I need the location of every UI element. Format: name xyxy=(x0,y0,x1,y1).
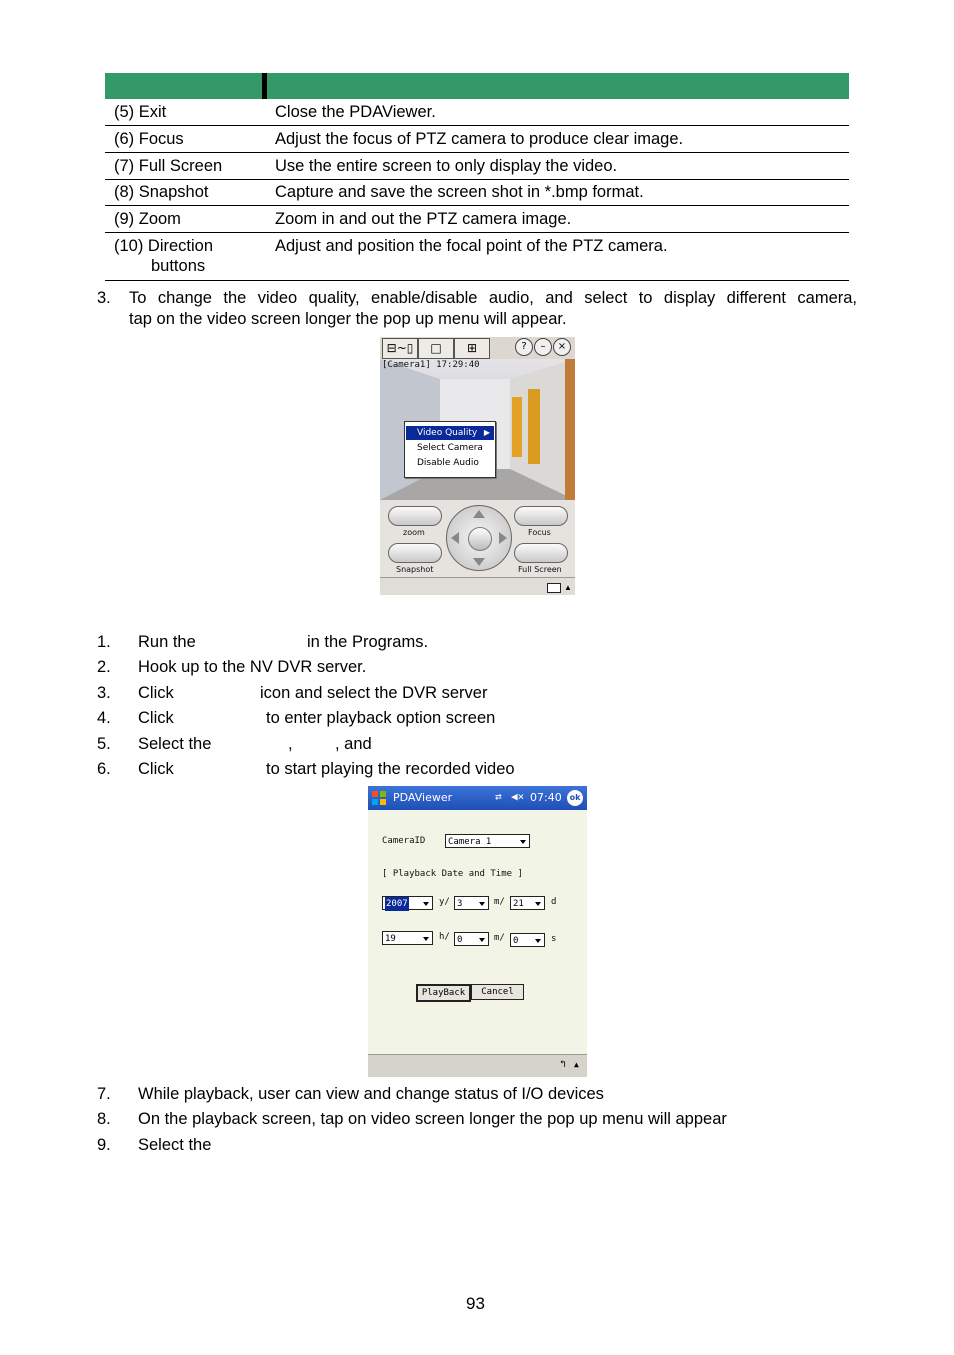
pda-bottom-bar xyxy=(368,1054,587,1077)
table-row-divider xyxy=(105,205,849,206)
chevron-down-icon xyxy=(535,939,541,943)
step-number: 2. xyxy=(97,658,111,676)
step-text: to enter playback option screen xyxy=(266,709,496,727)
table-row-divider xyxy=(105,125,849,126)
arrow-right-icon[interactable] xyxy=(499,532,507,544)
connectivity-icon[interactable]: ⇄ xyxy=(495,790,502,803)
month-select[interactable]: 3 xyxy=(454,896,489,910)
step-number: 5. xyxy=(97,735,111,753)
hour-unit: h/ xyxy=(439,932,450,942)
ptz-viewer-screenshot xyxy=(380,337,575,595)
sip-up-icon[interactable]: ▲ xyxy=(564,583,572,592)
step-text: icon and select the DVR server xyxy=(260,684,488,702)
step-text: Click xyxy=(138,760,174,778)
chevron-down-icon xyxy=(520,840,526,844)
step-number: 8. xyxy=(97,1110,111,1128)
app-title: PDAViewer xyxy=(393,791,453,804)
table-row-item: (8) Snapshot xyxy=(114,183,209,201)
table-row-divider xyxy=(105,152,849,153)
help-icon[interactable]: ? xyxy=(515,338,533,356)
step-text: , xyxy=(288,735,293,753)
minute-unit: m/ xyxy=(494,933,505,943)
arrow-left-icon[interactable] xyxy=(451,532,459,544)
clock: 07:40 xyxy=(530,791,562,804)
step-number: 3. xyxy=(97,684,111,702)
chevron-down-icon xyxy=(535,902,541,906)
popup-menu xyxy=(404,421,496,478)
camera-timestamp: [Camera1] 17:29:40 xyxy=(382,360,480,370)
table-row-divider xyxy=(105,179,849,180)
section-label: [ Playback Date and Time ] xyxy=(382,869,523,879)
step-number: 7. xyxy=(97,1085,111,1103)
arrow-up-icon[interactable] xyxy=(473,510,485,518)
camera-select[interactable]: Camera 1 xyxy=(445,834,530,848)
windows-start-icon[interactable] xyxy=(371,790,387,806)
second-unit: s xyxy=(551,934,557,944)
step-text: , and xyxy=(335,735,372,753)
close-icon[interactable]: × xyxy=(553,338,571,356)
month-unit: m/ xyxy=(494,897,505,907)
step-text: Select the xyxy=(138,735,212,753)
undo-icon[interactable]: ↰ xyxy=(560,1059,567,1070)
chevron-down-icon xyxy=(423,902,429,906)
step-text: to start playing the recorded video xyxy=(266,760,515,778)
page-number: 93 xyxy=(466,1294,485,1313)
step-number: 6. xyxy=(97,760,111,778)
playback-option-screenshot xyxy=(368,786,587,1077)
step-number: 9. xyxy=(97,1136,111,1154)
table-row-item: (7) Full Screen xyxy=(114,157,223,175)
direction-pad[interactable] xyxy=(446,505,512,571)
minute-select[interactable]: 0 xyxy=(454,932,489,946)
step-text: in the Programs. xyxy=(307,633,429,651)
step-number: 4. xyxy=(97,709,111,727)
arrow-down-icon[interactable] xyxy=(473,558,485,566)
status-bar xyxy=(380,577,575,595)
step-text: tap on the video screen longer the pop up menu will appear. xyxy=(129,310,567,328)
year-unit: y/ xyxy=(439,897,450,907)
step-text: Click xyxy=(138,684,174,702)
step-text: Select the xyxy=(138,1136,212,1154)
single-view-icon[interactable]: □ xyxy=(418,338,454,359)
step-text: Click xyxy=(138,709,174,727)
table-row-desc: Adjust and position the focal point of the PTZ camera. xyxy=(275,237,668,255)
table-row-item: (6) Focus xyxy=(114,130,184,148)
keyboard-icon[interactable] xyxy=(547,583,561,593)
video-screen[interactable] xyxy=(380,359,575,500)
step-text: Hook up to the NV DVR server. xyxy=(138,658,367,676)
step-number: 3. xyxy=(97,289,111,307)
zoom-button[interactable] xyxy=(388,506,442,526)
table-row-desc: Capture and save the screen shot in *.bmp format. xyxy=(275,183,644,201)
table-row-item-cont: buttons xyxy=(151,257,206,275)
quad-view-icon[interactable]: ⊞ xyxy=(454,338,490,359)
year-select[interactable]: 2007 xyxy=(382,896,433,910)
day-select[interactable]: 21 xyxy=(510,896,545,910)
table-row-desc: Zoom in and out the PTZ camera image. xyxy=(275,210,572,228)
dpad-center-button[interactable] xyxy=(468,527,492,551)
table-row-item: (5) Exit xyxy=(114,103,167,121)
table-header-divider xyxy=(262,73,267,99)
playback-button[interactable]: PlayBack xyxy=(416,984,471,1002)
hour-select[interactable]: 19 xyxy=(382,931,433,945)
second-select[interactable]: 0 xyxy=(510,933,545,947)
table-row-desc: Use the entire screen to only display the video. xyxy=(275,157,618,175)
table-row-desc: Adjust the focus of PTZ camera to produce clear image. xyxy=(275,130,684,148)
snapshot-button[interactable] xyxy=(388,543,442,563)
menu-item-select-camera[interactable]: Select Camera xyxy=(417,443,483,453)
full-screen-label: Full Screen xyxy=(518,565,562,574)
chevron-down-icon xyxy=(423,937,429,941)
menu-item-video-quality[interactable]: Video Quality ▶ xyxy=(406,426,494,440)
submenu-arrow-icon: ▶ xyxy=(483,428,490,437)
volume-icon[interactable]: ◀× xyxy=(511,790,525,803)
snapshot-label: Snapshot xyxy=(396,565,434,574)
table-row-item: (10) Direction xyxy=(114,237,214,255)
step-number: 1. xyxy=(97,633,111,651)
ok-button[interactable]: ok xyxy=(567,790,583,806)
menu-item-disable-audio[interactable]: Disable Audio xyxy=(417,458,479,468)
cancel-button[interactable]: Cancel xyxy=(471,984,524,1000)
connect-icon[interactable]: ⊟~▯ xyxy=(382,338,418,359)
day-unit: d xyxy=(551,897,557,907)
pda-title-bar xyxy=(368,786,587,810)
table-header-bar xyxy=(105,73,849,99)
table-row-item: (9) Zoom xyxy=(114,210,181,228)
full-screen-button[interactable] xyxy=(514,543,568,563)
zoom-label: zoom xyxy=(403,528,425,537)
table-row-divider xyxy=(105,232,849,233)
table-header-cell-item xyxy=(105,73,260,99)
sip-up-icon[interactable]: ▲ xyxy=(574,1060,579,1069)
step-text: Run the xyxy=(138,633,196,651)
camera-id-label: CameraID xyxy=(382,836,426,846)
step-text: While playback, user can view and change status of I/O devices xyxy=(138,1085,604,1103)
viewer-toolbar xyxy=(380,337,575,360)
step-text: On the playback screen, tap on video screen longer the pop up menu will appear xyxy=(138,1110,727,1128)
chevron-down-icon xyxy=(479,938,485,942)
chevron-down-icon xyxy=(479,902,485,906)
minimize-icon[interactable]: – xyxy=(534,338,552,356)
table-row-desc: Close the PDAViewer. xyxy=(275,103,436,121)
table-row-divider xyxy=(105,280,849,281)
step-text: To change the video quality, enable/disable audio, and select to display different camera, xyxy=(129,289,857,307)
ptz-control-panel xyxy=(380,500,575,577)
focus-button[interactable] xyxy=(514,506,568,526)
focus-label: Focus xyxy=(528,528,551,537)
